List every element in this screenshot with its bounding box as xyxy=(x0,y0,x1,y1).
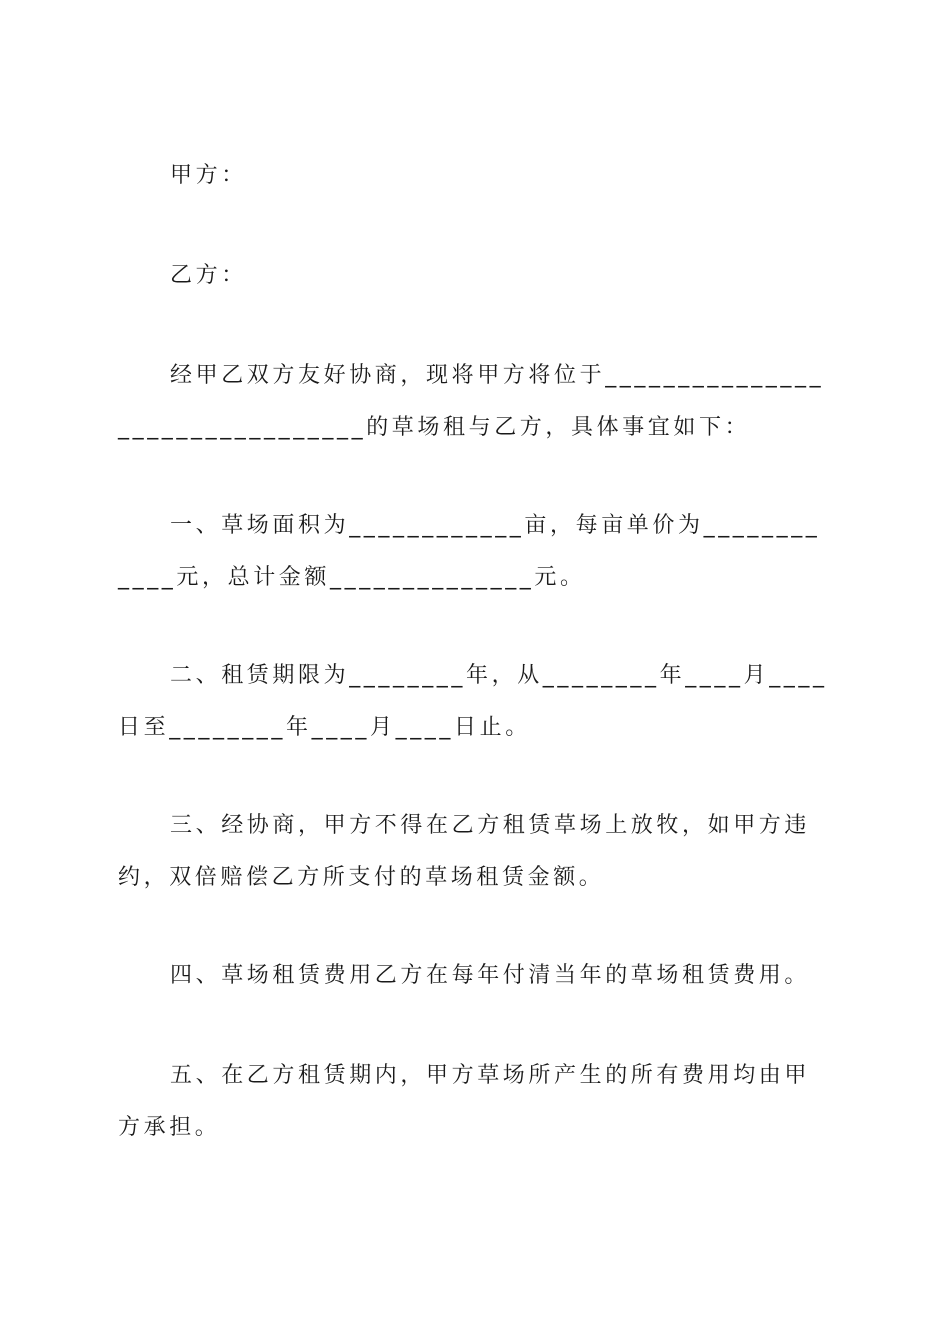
clause-4-payment: 四、草场租赁费用乙方在每年付清当年的草场租赁费用。 xyxy=(170,963,811,988)
party-a-label: 甲方： xyxy=(170,163,247,188)
clause-5-expenses: 五、在乙方租赁期内，甲方草场所产生的所有费用均由甲方承担。 xyxy=(118,1063,811,1140)
clause-3-no-grazing: 三、经协商，甲方不得在乙方租赁草场上放牧，如甲方违约，双倍赔偿乙方所支付的草场租赁金额。 xyxy=(118,813,811,890)
party-b-label: 乙方： xyxy=(170,263,247,288)
clause-1-area-price: 一、草场面积为____________亩，每亩单价为____________元，总计金额______________元。 xyxy=(118,513,821,590)
clause-2-lease-term: 二、租赁期限为________年，从________年____月____日至________年____月____日止。 xyxy=(118,663,828,740)
intro-paragraph: 经甲乙双方友好协商，现将甲方将位于________________________________的草场租与乙方，具体事宜如下： xyxy=(118,363,825,440)
